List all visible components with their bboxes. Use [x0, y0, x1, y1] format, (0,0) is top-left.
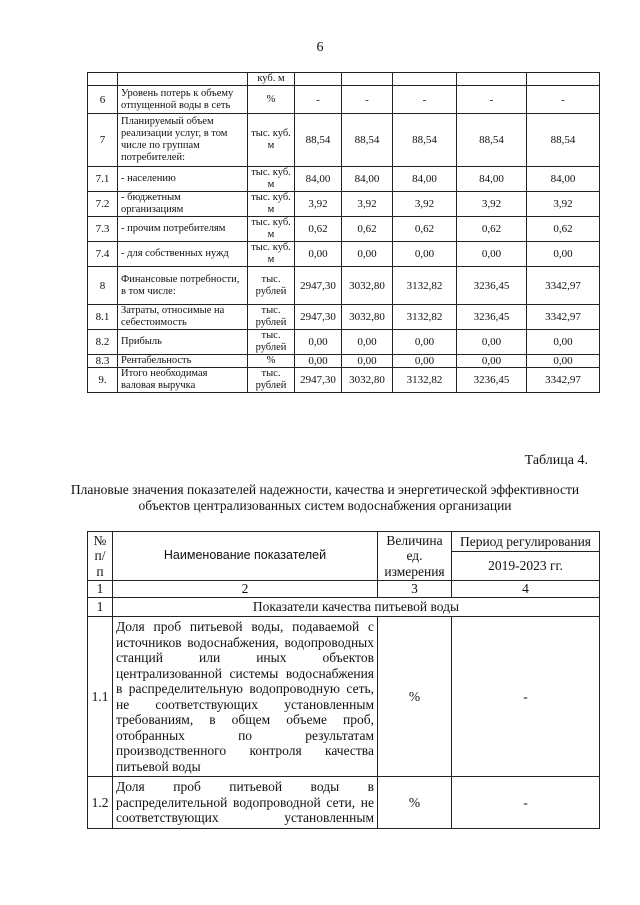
row-num: 9. [88, 368, 118, 393]
row-value: 3236,45 [457, 368, 527, 393]
row-unit: тыс. куб. м [248, 167, 295, 192]
row-unit: тыс. куб. м [248, 217, 295, 242]
row-unit: % [248, 355, 295, 368]
row-value: 84,00 [527, 167, 600, 192]
table-caption: Таблица 4. [524, 453, 588, 468]
row-unit: тыс. рублей [248, 330, 295, 355]
row-value: 2947,30 [295, 305, 342, 330]
row-value: 0,62 [295, 217, 342, 242]
row-value: 88,54 [295, 114, 342, 167]
row-value: 0,62 [527, 217, 600, 242]
row-value: 0,00 [457, 355, 527, 368]
header-num: № п/п [88, 532, 113, 581]
row-value: 2947,30 [295, 368, 342, 393]
row-name: Финансовые потребности, в том числе: [118, 267, 248, 305]
row-name: - для собственных нужд [118, 242, 248, 267]
row-value: 3342,97 [527, 368, 600, 393]
reliability-indicators-table [87, 531, 600, 829]
row-value: 3,92 [393, 192, 457, 217]
row-value: 0,00 [527, 242, 600, 267]
row-value: - [457, 86, 527, 114]
row-unit: тыс. рублей [248, 305, 295, 330]
header-name: Наименование показателей [113, 532, 378, 581]
column-number: 4 [452, 581, 600, 598]
row-value: 0,00 [342, 330, 393, 355]
financial-indicators-table [87, 72, 600, 393]
row-unit: % [378, 777, 452, 829]
table-row [88, 86, 600, 114]
column-number: 2 [113, 581, 378, 598]
row-num: 8.1 [88, 305, 118, 330]
column-number: 1 [88, 581, 113, 598]
row-value: 84,00 [342, 167, 393, 192]
section-title: Показатели качества питьевой воды [113, 598, 600, 617]
table-row [88, 242, 600, 267]
row-value: - [342, 86, 393, 114]
row-num: 8 [88, 267, 118, 305]
section-num: 1 [88, 598, 113, 617]
page-number: 6 [316, 40, 324, 55]
row-name: - населению [118, 167, 248, 192]
row-value: 3132,82 [393, 267, 457, 305]
row-value: 3342,97 [527, 267, 600, 305]
row-value: 0,00 [527, 355, 600, 368]
table-row [88, 192, 600, 217]
row-value: 0,00 [457, 242, 527, 267]
row-value: 88,54 [393, 114, 457, 167]
table-heading: Плановые значения показателей надежности, качества и энергетической эффективности объектов централизованных систем водоснабжения организации [70, 482, 580, 513]
row-value: 84,00 [457, 167, 527, 192]
row-value: 3032,80 [342, 305, 393, 330]
row-value: - [452, 617, 600, 777]
row-value: 3132,82 [393, 305, 457, 330]
row-value: 2947,30 [295, 267, 342, 305]
row-unit: тыс. рублей [248, 368, 295, 393]
row-name: Итого необходимая валовая выручка [118, 368, 248, 393]
row-value: 88,54 [342, 114, 393, 167]
row-value: 3032,80 [342, 368, 393, 393]
row-unit: тыс. рублей [248, 267, 295, 305]
header-years: 2019-2023 гг. [452, 552, 600, 581]
row-value: 0,62 [457, 217, 527, 242]
row-value: 0,00 [342, 355, 393, 368]
row-num: 6 [88, 86, 118, 114]
row-value: 0,00 [393, 355, 457, 368]
row-value: 3,92 [457, 192, 527, 217]
row-value: 0,00 [342, 242, 393, 267]
table3-body [88, 73, 600, 393]
row-name: Уровень потерь к объему отпущенной воды в сеть [118, 86, 248, 114]
table-row [88, 355, 600, 368]
row-num: 8.3 [88, 355, 118, 368]
row-unit: % [248, 86, 295, 114]
column-number: 3 [378, 581, 452, 598]
table-row [88, 114, 600, 167]
table-row [88, 368, 600, 393]
row-value: 3,92 [527, 192, 600, 217]
row-name: Прибыль [118, 330, 248, 355]
row-value: 0,00 [295, 242, 342, 267]
empty-cell [118, 73, 248, 86]
row-name: Рентабельность [118, 355, 248, 368]
empty-cell [295, 73, 342, 86]
row-unit: тыс. куб. м [248, 192, 295, 217]
row-value: 0,00 [295, 355, 342, 368]
row-name: - прочим потребителям [118, 217, 248, 242]
header-unit: Величина ед. измерения [378, 532, 452, 581]
row-value: 0,00 [393, 242, 457, 267]
row-unit: тыс. куб. м [248, 242, 295, 267]
table-row [88, 217, 600, 242]
row-value: 88,54 [457, 114, 527, 167]
empty-cell [342, 73, 393, 86]
row-name: Доля проб питьевой воды, подаваемой с источников водоснабжения, водопроводных станций или иных объектов централизованной системы водоснабжения в распределительную водопроводную сеть, не соответствующих установленным требованиям, в общем объеме проб, отобранных по результатам производственного контроля качества питьевой воды [113, 617, 378, 777]
empty-cell [88, 73, 118, 86]
row-value: - [452, 777, 600, 829]
header-period: Период регулирования [452, 532, 600, 552]
row-value: 3,92 [295, 192, 342, 217]
row-value: 3032,80 [342, 267, 393, 305]
row-value: 88,54 [527, 114, 600, 167]
row-value: 0,00 [393, 330, 457, 355]
row-value: 3,92 [342, 192, 393, 217]
row-name: Затраты, относимые на себестоимость [118, 305, 248, 330]
table-row [88, 267, 600, 305]
row-value: 3342,97 [527, 305, 600, 330]
row-num: 1.1 [88, 617, 113, 777]
row-unit: тыс. куб. м [248, 114, 295, 167]
row-value: - [295, 86, 342, 114]
row-value: 3132,82 [393, 368, 457, 393]
row-name: - бюджетным организациям [118, 192, 248, 217]
unit-cell: куб. м [248, 73, 295, 86]
row-value: 0,00 [295, 330, 342, 355]
row-value: 0,00 [457, 330, 527, 355]
row-value: 84,00 [393, 167, 457, 192]
row-unit: % [378, 617, 452, 777]
row-value: 0,62 [342, 217, 393, 242]
row-num: 7.4 [88, 242, 118, 267]
row-value: 84,00 [295, 167, 342, 192]
row-num: 8.2 [88, 330, 118, 355]
row-value: 3236,45 [457, 267, 527, 305]
row-name: Доля проб питьевой воды в распределительной водопроводной сети, не соответствующих установленным [113, 777, 378, 829]
empty-cell [457, 73, 527, 86]
row-num: 7.2 [88, 192, 118, 217]
row-value: - [393, 86, 457, 114]
table4-body [88, 532, 600, 829]
empty-cell [393, 73, 457, 86]
row-num: 7 [88, 114, 118, 167]
table-row [88, 305, 600, 330]
table-row [88, 167, 600, 192]
empty-cell [527, 73, 600, 86]
table-row [88, 330, 600, 355]
row-num: 7.1 [88, 167, 118, 192]
row-value: 0,62 [393, 217, 457, 242]
row-value: 0,00 [527, 330, 600, 355]
row-num: 7.3 [88, 217, 118, 242]
row-value: - [527, 86, 600, 114]
row-num: 1.2 [88, 777, 113, 829]
row-name: Планируемый объем реализации услуг, в том числе по группам потребителей: [118, 114, 248, 167]
row-value: 3236,45 [457, 305, 527, 330]
